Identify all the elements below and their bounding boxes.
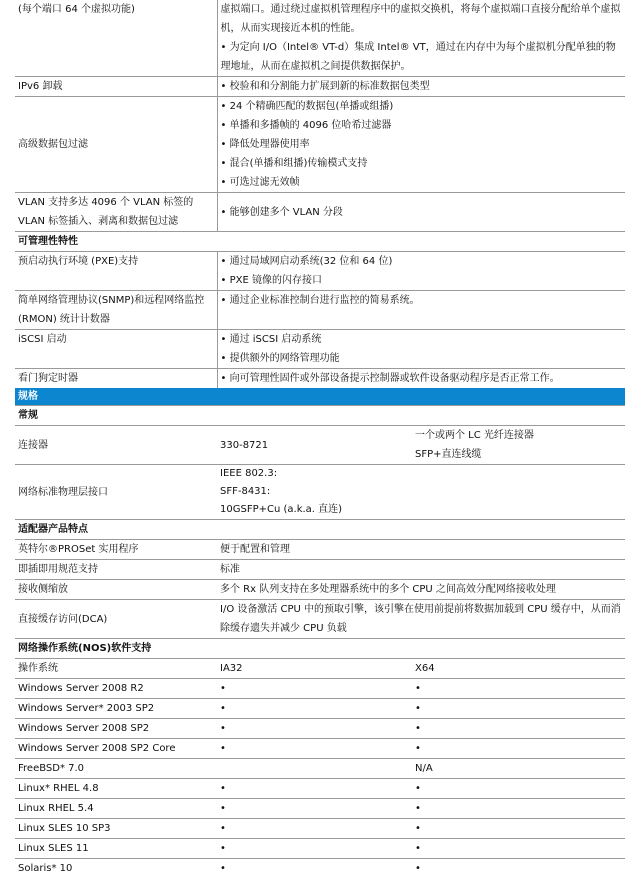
nos-os: Linux SLES 11 bbox=[15, 839, 217, 859]
feature-bullet: • 向可管理性固件或外部设备提示控制器或软件设备驱动程序是否正常工作。 bbox=[221, 369, 623, 388]
phy-value: 10GSFP+Cu (a.k.a. 直连) bbox=[220, 501, 622, 519]
feature-bullet: • 通过企业标准控制台进行监控的简易系统。 bbox=[221, 291, 623, 310]
feature-row bbox=[15, 77, 625, 97]
nos-row bbox=[15, 679, 625, 699]
feature-bullet: • 混合(单播和组播)传输模式支持 bbox=[221, 154, 623, 173]
phy-value: SFF-8431: bbox=[220, 483, 622, 501]
nos-os: Linux RHEL 5.4 bbox=[15, 799, 217, 819]
manageability-row bbox=[15, 252, 625, 291]
feature-bullet: • PXE 镜像的闪存接口 bbox=[221, 271, 623, 290]
phy-value: IEEE 802.3: bbox=[220, 465, 622, 483]
connector-value: SFP+直连线缆 bbox=[415, 445, 622, 464]
feature-bullet: • 通过局域网启动系统(32 位和 64 位) bbox=[221, 252, 623, 271]
nos-os: Solaris* 10 bbox=[15, 859, 217, 878]
connector-row bbox=[15, 426, 625, 465]
nos-os: Windows Server* 2003 SP2 bbox=[15, 699, 217, 719]
adapter-value: 便于配置和管理 bbox=[217, 540, 625, 560]
nos-col-os: 操作系统 bbox=[15, 659, 217, 679]
adapter-name: 接收侧缩放 bbox=[15, 580, 217, 600]
nos-row bbox=[15, 719, 625, 739]
adapter-row bbox=[15, 540, 625, 560]
nos-ia32: • bbox=[217, 739, 412, 759]
nos-row bbox=[15, 799, 625, 819]
nos-os: Windows Server 2008 SP2 Core bbox=[15, 739, 217, 759]
adapter-row bbox=[15, 560, 625, 580]
nos-ia32 bbox=[217, 759, 412, 779]
feature-row bbox=[15, 97, 625, 193]
nos-ia32: • bbox=[217, 719, 412, 739]
adapter-row bbox=[15, 580, 625, 600]
phy-row bbox=[15, 465, 625, 520]
nos-column-header bbox=[15, 659, 625, 679]
feature-bullet: • 降低处理器使用率 bbox=[221, 135, 623, 154]
connector-value: 一个或两个 LC 光纤连接器 bbox=[415, 426, 622, 445]
manageability-row bbox=[15, 330, 625, 369]
nos-ia32: • bbox=[217, 799, 412, 819]
nos-col-ia32: IA32 bbox=[217, 659, 412, 679]
nos-os: Windows Server 2008 R2 bbox=[15, 679, 217, 699]
feature-name: VLAN 支持多达 4096 个 VLAN 标签的 VLAN 标签插入、剥离和数据包过滤 bbox=[15, 193, 217, 232]
feature-bullet: • 通过 iSCSI 启动系统 bbox=[221, 330, 623, 349]
nos-os: Windows Server 2008 SP2 bbox=[15, 719, 217, 739]
manageability-name: 看门狗定时器 bbox=[15, 369, 217, 389]
section-header-nos: 网络操作系统(NOS)软件支持 bbox=[15, 639, 625, 659]
adapter-name: 即插即用规范支持 bbox=[15, 560, 217, 580]
nos-ia32: • bbox=[217, 859, 412, 878]
manageability-name: iSCSI 启动 bbox=[15, 330, 217, 369]
nos-row bbox=[15, 739, 625, 759]
manageability-row bbox=[15, 369, 625, 389]
nos-ia32: • bbox=[217, 839, 412, 859]
feature-bullet: • 24 个精确匹配的数据包(单播或组播) bbox=[221, 97, 623, 116]
feature-bullet: • 单播和多播帧的 4096 位哈希过滤器 bbox=[221, 116, 623, 135]
manageability-name: 预启动执行环境 (PXE)支持 bbox=[15, 252, 217, 291]
feature-bullet: • 为定向 I/O（Intel® VT-d）集成 Intel® VT，通过在内存中为每个虚拟机分配单独的物理地址，从而在虚拟机之间提供数据保护。 bbox=[221, 38, 623, 76]
nos-x64: N/A bbox=[412, 759, 625, 779]
section-header-general: 常规 bbox=[15, 406, 625, 426]
feature-bullet: • 可选过滤无效帧 bbox=[221, 173, 623, 192]
nos-col-x64: X64 bbox=[412, 659, 625, 679]
nos-row bbox=[15, 859, 625, 878]
section-header-spec: 规格 bbox=[15, 388, 625, 406]
connector-label: 连接器 bbox=[15, 426, 217, 465]
feature-bullet: • 提供额外的网络管理功能 bbox=[221, 349, 623, 368]
nos-row bbox=[15, 839, 625, 859]
features-table bbox=[15, 0, 625, 878]
adapter-row bbox=[15, 600, 625, 639]
feature-name: 高级数据包过滤 bbox=[15, 97, 217, 193]
feature-desc-text: 虚拟端口。通过绕过虚拟机管理程序中的虚拟交换机，将每个虚拟端口直接分配给单个虚拟机，从而实现接近本机的性能。 bbox=[221, 0, 623, 38]
feature-desc bbox=[217, 0, 625, 77]
nos-x64: • bbox=[412, 799, 625, 819]
nos-ia32: • bbox=[217, 779, 412, 799]
adapter-name: 直接缓存访问(DCA) bbox=[15, 600, 217, 639]
manageability-row bbox=[15, 291, 625, 330]
nos-row bbox=[15, 699, 625, 719]
section-header-adapter: 适配器产品特点 bbox=[15, 520, 625, 540]
nos-x64: • bbox=[412, 719, 625, 739]
nos-row bbox=[15, 779, 625, 799]
nos-x64: • bbox=[412, 819, 625, 839]
phy-label: 网络标准物理层接口 bbox=[15, 465, 217, 520]
nos-x64: • bbox=[412, 859, 625, 878]
nos-os: Linux SLES 10 SP3 bbox=[15, 819, 217, 839]
adapter-name: 英特尔®PROSet 实用程序 bbox=[15, 540, 217, 560]
section-header-manageability: 可管理性特性 bbox=[15, 232, 625, 252]
connector-code: 330-8721 bbox=[217, 426, 412, 465]
nos-x64: • bbox=[412, 739, 625, 759]
nos-ia32: • bbox=[217, 699, 412, 719]
adapter-value: I/O 设备激活 CPU 中的预取引擎，该引擎在使用前提前将数据加载到 CPU 缓存中，从而消除缓存遗失并减少 CPU 负载 bbox=[217, 600, 625, 639]
adapter-value: 标准 bbox=[217, 560, 625, 580]
adapter-value: 多个 Rx 队列支持在多处理器系统中的多个 CPU 之间高效分配网络接收处理 bbox=[217, 580, 625, 600]
feature-row bbox=[15, 0, 625, 77]
nos-ia32: • bbox=[217, 679, 412, 699]
nos-x64: • bbox=[412, 679, 625, 699]
nos-row bbox=[15, 819, 625, 839]
feature-name: (每个端口 64 个虚拟功能) bbox=[15, 0, 217, 77]
nos-x64: • bbox=[412, 779, 625, 799]
nos-x64: • bbox=[412, 839, 625, 859]
nos-os: FreeBSD* 7.0 bbox=[15, 759, 217, 779]
feature-bullet: • 校验和和分割能力扩展到新的标准数据包类型 bbox=[221, 77, 623, 96]
nos-x64: • bbox=[412, 699, 625, 719]
nos-os: Linux* RHEL 4.8 bbox=[15, 779, 217, 799]
feature-row bbox=[15, 193, 625, 232]
nos-row bbox=[15, 759, 625, 779]
feature-bullet: • 能够创建多个 VLAN 分段 bbox=[221, 203, 623, 222]
nos-ia32: • bbox=[217, 819, 412, 839]
manageability-name: 简单网络管理协议(SNMP)和远程网络监控 (RMON) 统计计数器 bbox=[15, 291, 217, 330]
feature-name: IPv6 卸载 bbox=[15, 77, 217, 97]
